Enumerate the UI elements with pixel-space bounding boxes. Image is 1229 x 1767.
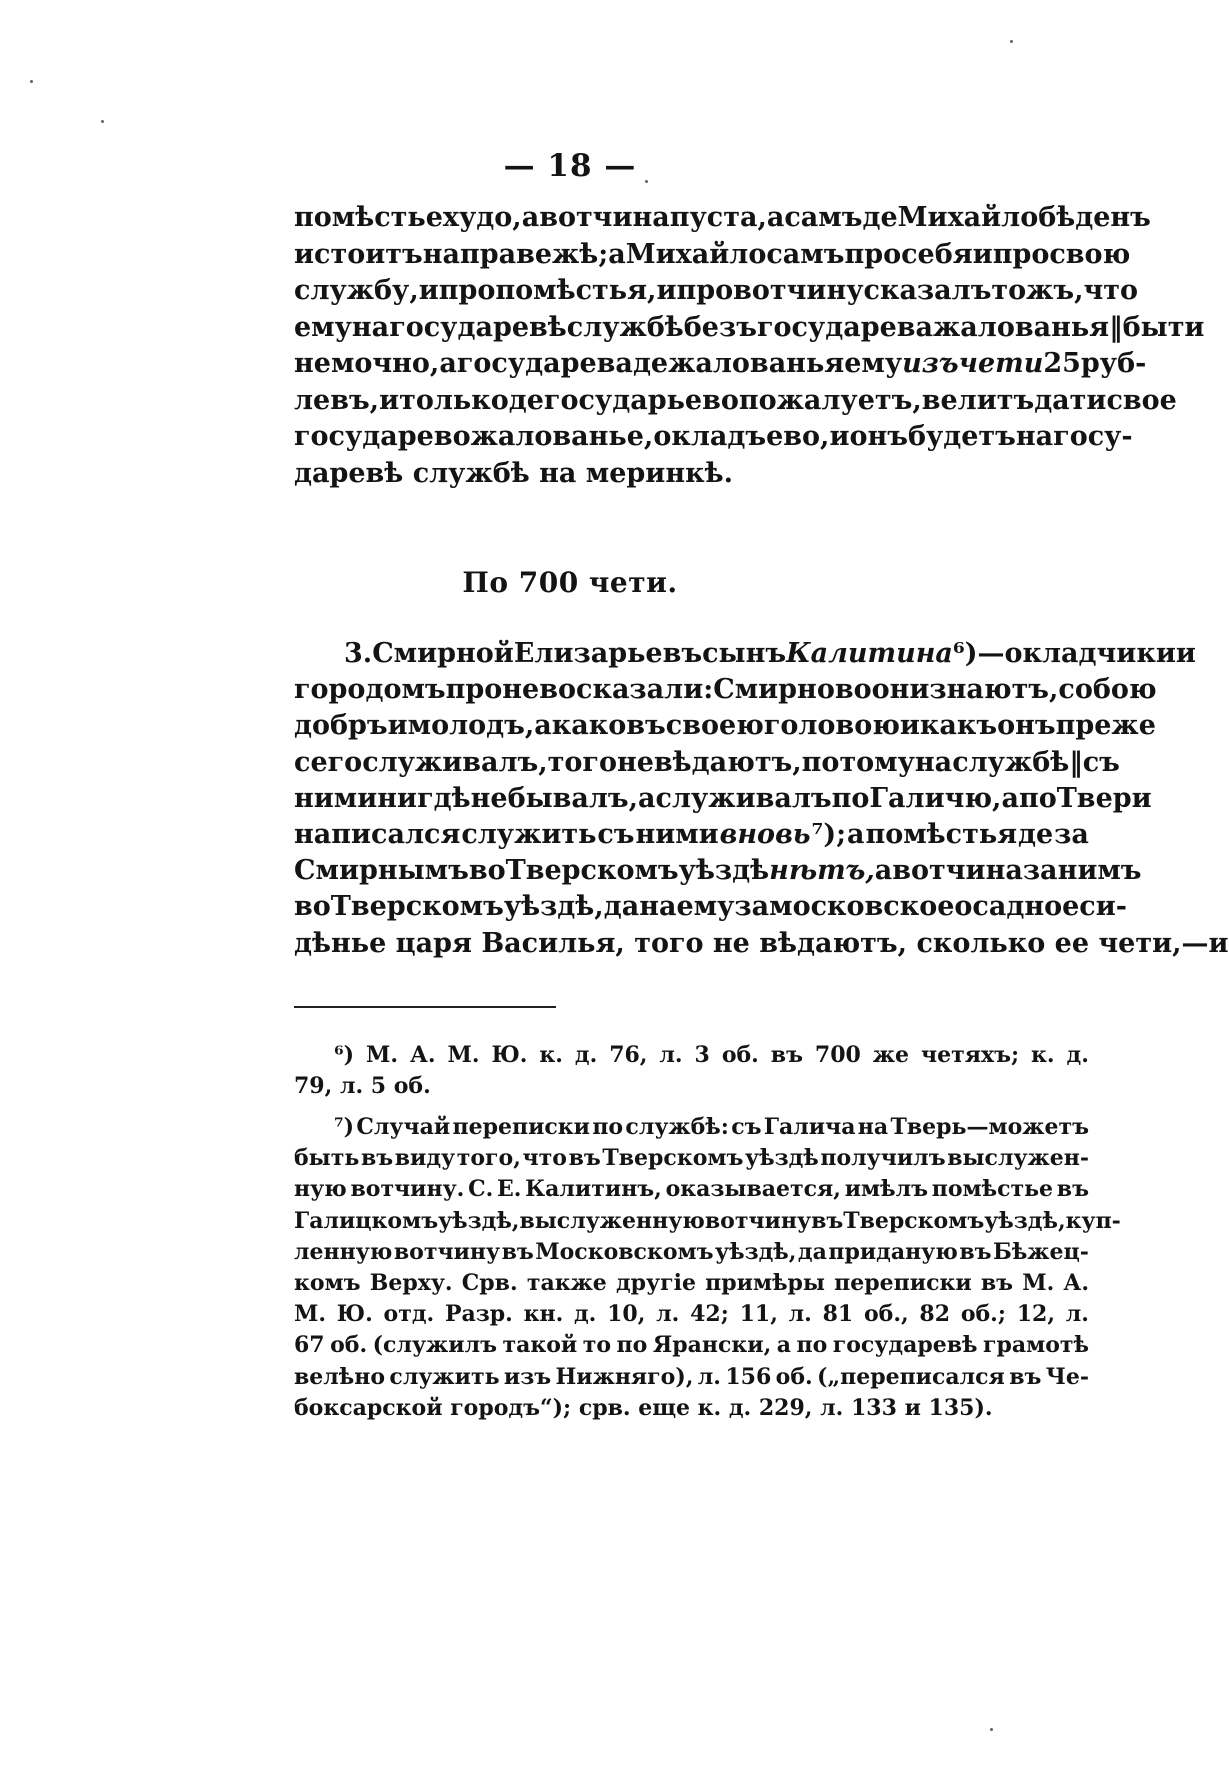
fn7-line: быть въ виду того, что въ Тверскомъ уѣздѣ получилъ выслужен- bbox=[294, 1145, 1089, 1172]
fn7-line: Галицкомъ уѣздѣ, выслуженную вотчину въ Тверскомъ уѣздѣ, куп- bbox=[294, 1207, 1121, 1234]
p1-line: ему на государевѣ службѣ безъ государева жалованья‖быти bbox=[294, 311, 1205, 343]
p2-line: 3. Смирной Елизарьевъ сынъ Калитина ⁶)—окладчики и bbox=[344, 638, 1196, 669]
paper-speck bbox=[30, 80, 33, 83]
paper-speck bbox=[101, 120, 104, 123]
page-number: — 18 — bbox=[503, 148, 637, 184]
p1-line: помѣстье худо, а вотчина пуста, а самъ де Михайло бѣденъ bbox=[294, 202, 1151, 233]
paper-speck bbox=[990, 1728, 993, 1731]
p2-line: во Тверскомъ уѣздѣ, дана ему за московское осадное си- bbox=[294, 891, 1127, 923]
fn7-line: ⁷) Случай переписки по службѣ: съ Галича на Тверь—можетъ bbox=[334, 1114, 1089, 1140]
p2-line: добръ и молодъ, а каковъ своею головою и какъ онъ преже bbox=[294, 710, 1156, 742]
fn7-line: ную вотчину. С. Е. Калитинъ, оказывается, имѣлъ помѣстье въ bbox=[294, 1176, 1089, 1203]
p2-line: Смирнымъ во Тверскомъ уѣздѣ нѣтъ, а вотчина за нимъ bbox=[294, 855, 1142, 887]
p1-line: даревѣ службѣ на меринкѣ. bbox=[294, 457, 733, 489]
p2-line: написался служить съ ними вновь ⁷); а помѣстья де за bbox=[294, 819, 1089, 850]
section-heading: По 700 чети. bbox=[462, 566, 678, 599]
p2-line: дѣнье царя Василья, того не вѣдаютъ, сколько ее чети,—и bbox=[294, 927, 1229, 959]
fn7-line: велѣно служить изъ Нижняго), л. 156 об. („переписался въ Че- bbox=[294, 1363, 1089, 1390]
fn7-line: ленную вотчину въ Московскомъ уѣздѣ, да приданую въ Бѣжец- bbox=[294, 1238, 1089, 1265]
p1-line: немочно, а государева де жалованья ему изъ чети 25 руб- bbox=[294, 348, 1147, 379]
p1-line: государево жалованье, окладъ ево, и онъ будетъ на госу- bbox=[294, 421, 1133, 452]
footnote-divider bbox=[294, 1006, 556, 1008]
fn7-line: М. Ю. отд. Разр. кн. д. 10, л. 42; 11, л. 81 об., 82 об.; 12, л. bbox=[294, 1301, 1089, 1328]
fn6-line: 79, л. 5 об. bbox=[294, 1073, 431, 1099]
fn7-line: 67 об. (служилъ такой то по Ярански, а по государевѣ грамотѣ bbox=[294, 1332, 1089, 1359]
fn7-line: комъ Верху. Срв. также другіе примѣры переписки въ М. А. bbox=[294, 1270, 1089, 1296]
p2-line: сего служивалъ, того не вѣдаютъ, потому на службѣ ‖ съ bbox=[294, 746, 1120, 778]
p1-line: левъ, и только де государь ево пожалуетъ, велитъ дати свое bbox=[294, 384, 1177, 416]
fn7-line: боксарской городъ“); срв. еще к. д. 229, л. 133 и 135). bbox=[294, 1394, 993, 1421]
p2-line: ними нигдѣ не бывалъ, а служивалъ по Галичю, а по Твери bbox=[294, 782, 1152, 814]
paper-speck bbox=[1010, 40, 1013, 43]
p1-line: службу, и про помѣстья, и про вотчину сказалъ тожъ, что bbox=[294, 275, 1139, 306]
p1-line: и стоитъ на правежѣ; а Михайло самъ про себя и про свою bbox=[294, 238, 1131, 270]
fn6-line: ⁶) М. А. М. Ю. к. д. 76, л. 3 об. въ 700 же четяхъ; к. д. bbox=[334, 1042, 1089, 1068]
p2-line: городомъ про нево сказали: Смирново они знаютъ, собою bbox=[294, 674, 1157, 706]
